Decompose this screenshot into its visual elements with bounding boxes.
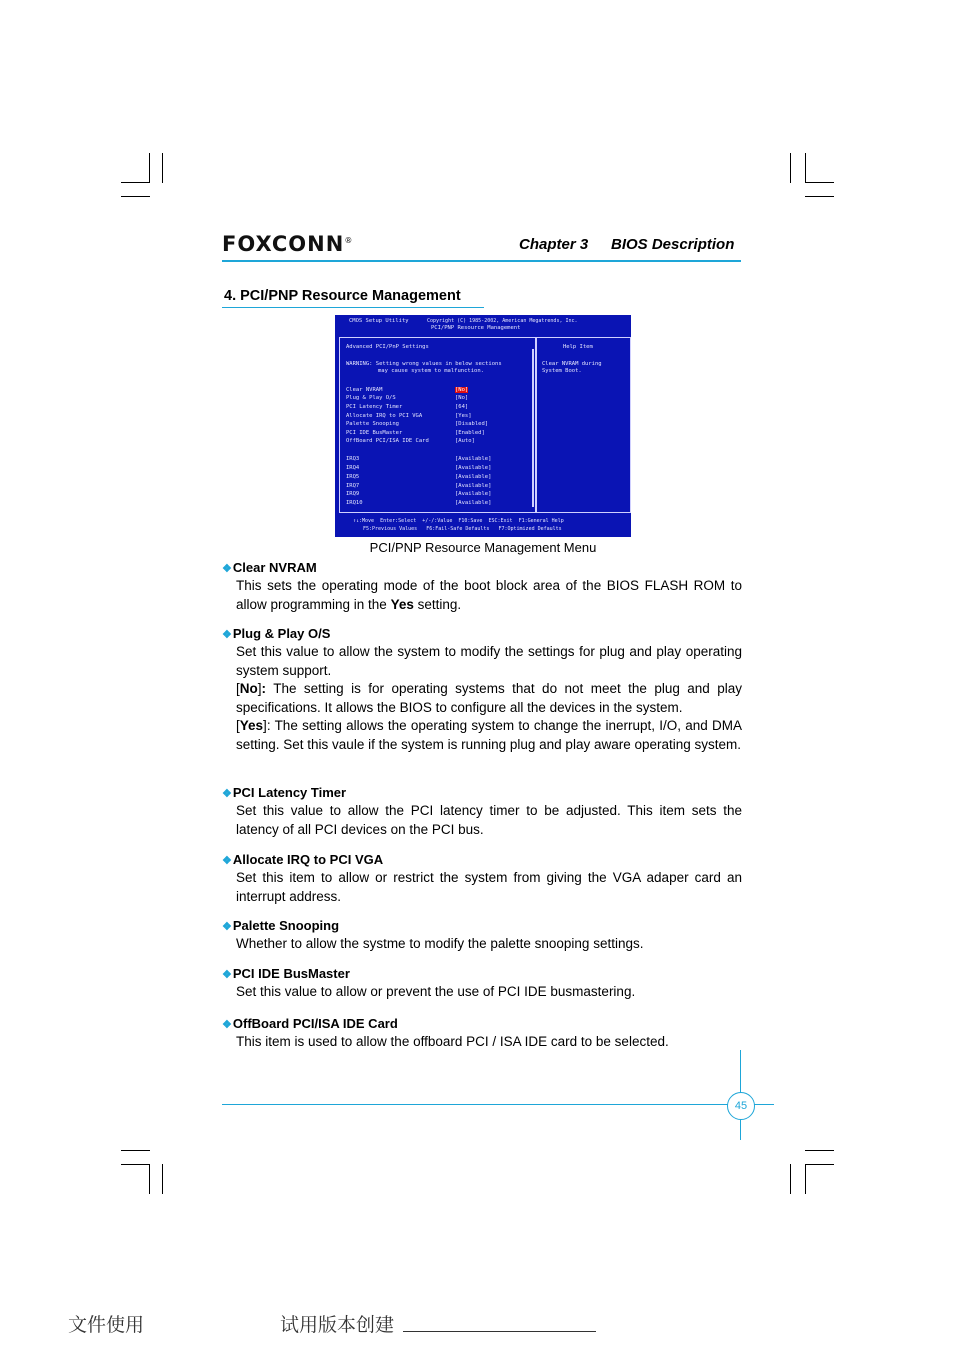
item-title: PCI IDE BusMaster xyxy=(232,966,350,981)
bios-setting-value: [No] xyxy=(455,395,469,401)
crop-mark xyxy=(805,196,834,197)
bios-irq-value: [Available] xyxy=(455,491,492,497)
bios-warning-2: may cause system to malfunction. xyxy=(378,368,484,374)
item-title: Clear NVRAM xyxy=(232,560,317,575)
bios-irq-value: [Available] xyxy=(455,483,492,489)
bios-scrollbar xyxy=(532,349,534,507)
crop-mark xyxy=(121,196,150,197)
item-title: Palette Snooping xyxy=(232,918,340,933)
bios-irq-label: IRQ9 xyxy=(346,491,360,497)
bios-help-title: Help Item xyxy=(563,344,593,350)
diamond-bullet-icon: ❖ xyxy=(222,563,232,575)
bios-setting-label: PCI IDE BusMaster xyxy=(346,430,403,436)
diamond-bullet-icon: ❖ xyxy=(222,1019,232,1031)
crop-mark xyxy=(162,153,163,183)
bios-irq-label: IRQ4 xyxy=(346,465,360,471)
item-pci-latency-timer xyxy=(222,784,742,839)
bios-setting-label: OffBoard PCI/ISA IDE Card xyxy=(346,438,429,444)
item-pci-ide-busmaster xyxy=(222,965,742,1002)
watermark-middle: 试用版本创建 xyxy=(280,1314,395,1336)
watermark-left: 文件使用 xyxy=(68,1314,145,1336)
item-body: This item is used to allow the offboard PCI / ISA IDE card to be selected. xyxy=(236,1034,669,1049)
item-body: Set this value to allow the PCI latency timer to be adjusted. This item sets the latency of all PCI devices on the PCI bus. xyxy=(236,803,742,837)
item-offboard-ide-card xyxy=(222,1015,742,1052)
bios-subtitle: PCI/PNP Resource Management xyxy=(431,325,521,331)
chapter-title: BIOS Description xyxy=(611,236,735,253)
crop-mark xyxy=(805,153,806,183)
footer-rule xyxy=(222,1104,774,1105)
bios-setting-value: [No] xyxy=(455,387,469,393)
section-title: 4. PCI/PNP Resource Management xyxy=(224,288,461,304)
section-rule xyxy=(222,307,484,308)
figure-caption: PCI/PNP Resource Management Menu xyxy=(369,540,597,555)
bios-title-right: Copyright (C) 1985-2002, American Megatrends, Inc. xyxy=(427,318,578,324)
item-allocate-irq xyxy=(222,851,742,906)
crop-mark xyxy=(121,182,150,183)
crop-mark xyxy=(790,153,791,183)
brand-logo: FOXCONN® xyxy=(222,232,354,256)
bios-footer-keys: ↑↓:Move Enter:Select +/-/:Value F10:Save ESC:Exit F1:General Help xyxy=(353,518,564,524)
item-body: Set this value to allow or prevent the use of PCI IDE busmastering. xyxy=(236,984,636,999)
bios-irq-value: [Available] xyxy=(455,474,492,480)
item-title: Plug & Play O/S xyxy=(232,626,331,641)
bios-irq-label: IRQ10 xyxy=(346,500,363,506)
bios-irq-label: IRQ7 xyxy=(346,483,360,489)
crop-mark xyxy=(805,1164,806,1194)
bios-irq-value: [Available] xyxy=(455,456,492,462)
crop-mark xyxy=(149,153,150,183)
bios-irq-value: [Available] xyxy=(455,465,492,471)
item-body: Set this item to allow or restrict the system from giving the VGA adaper card an interrupt address. xyxy=(236,870,742,904)
item-title: OffBoard PCI/ISA IDE Card xyxy=(232,1016,398,1031)
bios-irq-label: IRQ3 xyxy=(346,456,360,462)
bios-setting-label: Palette Snooping xyxy=(346,421,399,427)
bios-screenshot xyxy=(335,315,631,537)
item-plug-play-os xyxy=(222,625,742,754)
bios-setting-value: [Yes] xyxy=(455,413,472,419)
item-clear-nvram xyxy=(222,559,742,614)
diamond-bullet-icon: ❖ xyxy=(222,788,232,800)
item-title: PCI Latency Timer xyxy=(232,785,347,800)
bios-panel-heading: Advanced PCI/PnP Settings xyxy=(346,344,429,350)
page-number: 45 xyxy=(727,1092,755,1120)
bios-irq-value: [Available] xyxy=(455,500,492,506)
crop-mark xyxy=(805,1164,834,1165)
bios-irq-label: IRQ5 xyxy=(346,474,360,480)
bios-title-left: CMOS Setup Utility xyxy=(349,318,409,324)
item-body: Set this value to allow the system to modify the settings for plug and play operating system support. [No]: The setting is for operating systems that do not meet the plug and play specifications. It allows the BIOS to configure all the devices in the system. [Yes]: The setting allows the operating system to change the inerrupt, I/O, and DMA setting. Set this vaule if the system is running plug and play aware operating system. xyxy=(236,644,742,752)
bios-help-line: System Boot. xyxy=(542,368,582,374)
bios-setting-value: [Auto] xyxy=(455,438,475,444)
bios-setting-label: Allocate IRQ to PCI VGA xyxy=(346,413,423,419)
bios-footer-keys: F5:Previous Values F6:Fail-Safe Defaults F7:Optimized Defaults xyxy=(363,526,562,532)
crop-mark xyxy=(149,1164,150,1194)
crop-mark xyxy=(121,1164,150,1165)
bios-setting-value: [Disabled] xyxy=(455,421,489,427)
bios-setting-label: Clear NVRAM xyxy=(346,387,383,393)
bios-setting-label: PCI Latency Timer xyxy=(346,404,403,410)
bios-warning-1: WARNING: Setting wrong values in below sections xyxy=(346,361,502,367)
bios-setting-label: Plug & Play O/S xyxy=(346,395,396,401)
header-rule xyxy=(222,260,741,262)
diamond-bullet-icon: ❖ xyxy=(222,855,232,867)
diamond-bullet-icon: ❖ xyxy=(222,629,232,641)
bios-help-line: Clear NVRAM during xyxy=(542,361,602,367)
footer-underline xyxy=(403,1331,596,1332)
crop-mark xyxy=(121,1150,150,1151)
crop-mark xyxy=(162,1164,163,1194)
item-body: Whether to allow the systme to modify the palette snooping settings. xyxy=(236,936,644,951)
bios-setting-value: [64] xyxy=(455,404,469,410)
item-palette-snooping xyxy=(222,917,742,954)
crop-mark xyxy=(790,1164,791,1194)
chapter-label: Chapter 3 xyxy=(519,236,589,253)
diamond-bullet-icon: ❖ xyxy=(222,969,232,981)
item-body: This sets the operating mode of the boot block area of the BIOS FLASH ROM to allow programming in the Yes setting. xyxy=(236,578,742,612)
crop-mark xyxy=(805,182,834,183)
diamond-bullet-icon: ❖ xyxy=(222,921,232,933)
item-title: Allocate IRQ to PCI VGA xyxy=(232,852,384,867)
crop-mark xyxy=(805,1150,834,1151)
bios-setting-value: [Enabled] xyxy=(455,430,485,436)
